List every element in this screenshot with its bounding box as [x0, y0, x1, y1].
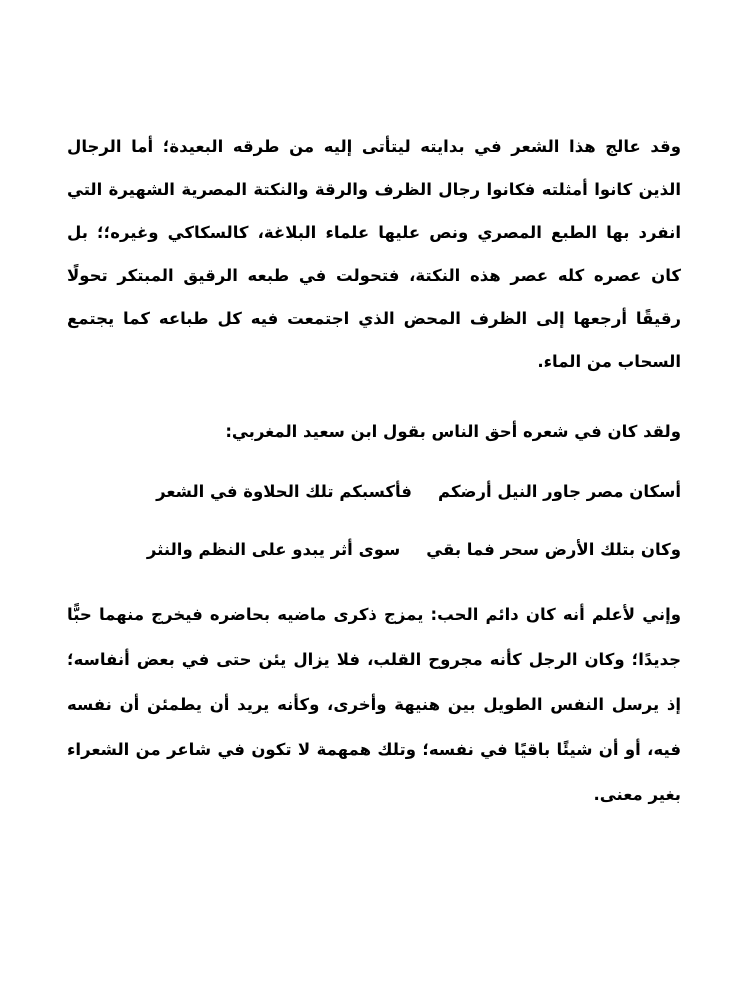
verse-line-2 [67, 528, 681, 571]
verse-2-second-hemistich: سوى أثر يبدو على النظم والنثر [146, 540, 401, 559]
verse-2-first-hemistich: وكان بتلك الأرض سحر فما بقي [426, 540, 681, 559]
paragraph-1: وقد عالج هذا الشعر في بدايته ليتأتى إليه من طرقه البعيدة؛ أما الرجال الذين كانوا أمثلته فكانوا رجال الظرف والرقة والنكتة المصرية الشهيرة التي انفرد بها الطبع المصري ونص عليها علماء البلاغة، كالسكاكي وغيره؛؛ بل كان عصره كله عصر هذه النكتة، فتحولت في طبعه الرقيق المبتكر تحولًا رقيقًا أرجعها إلى الظرف المحض الذي اجتمعت فيه كل طباعه كما يجتمع السحاب من الماء. [67, 137, 681, 371]
verse-1-second-hemistich: فأكسبكم تلك الحلاوة في الشعر [156, 482, 412, 501]
paragraph-3: وإني لأعلم أنه كان دائم الحب: يمزج ذكرى ماضيه بحاضره فيخرج منهما حبًّا جديدًا؛ وكان الرجل كأنه مجروح القلب، فلا يزال يئن حتى في بعض أنفاسه؛ إذ يرسل النفس الطويل بين هنيهة وأخرى، وكأنه يريد أن يطمئن أن نفسه فيه، أو أن شيئًا باقيًا في نفسه؛ وتلك همهمة لا تكون في شاعر من الشعراء بغير معنى. [67, 605, 681, 804]
verse-line-1 [67, 470, 681, 513]
verse-1-first-hemistich: أسكان مصر جاور النيل أرضكم [438, 482, 681, 501]
paragraph-2: ولقد كان في شعره أحق الناس بقول ابن سعيد المغربي: [225, 422, 681, 441]
